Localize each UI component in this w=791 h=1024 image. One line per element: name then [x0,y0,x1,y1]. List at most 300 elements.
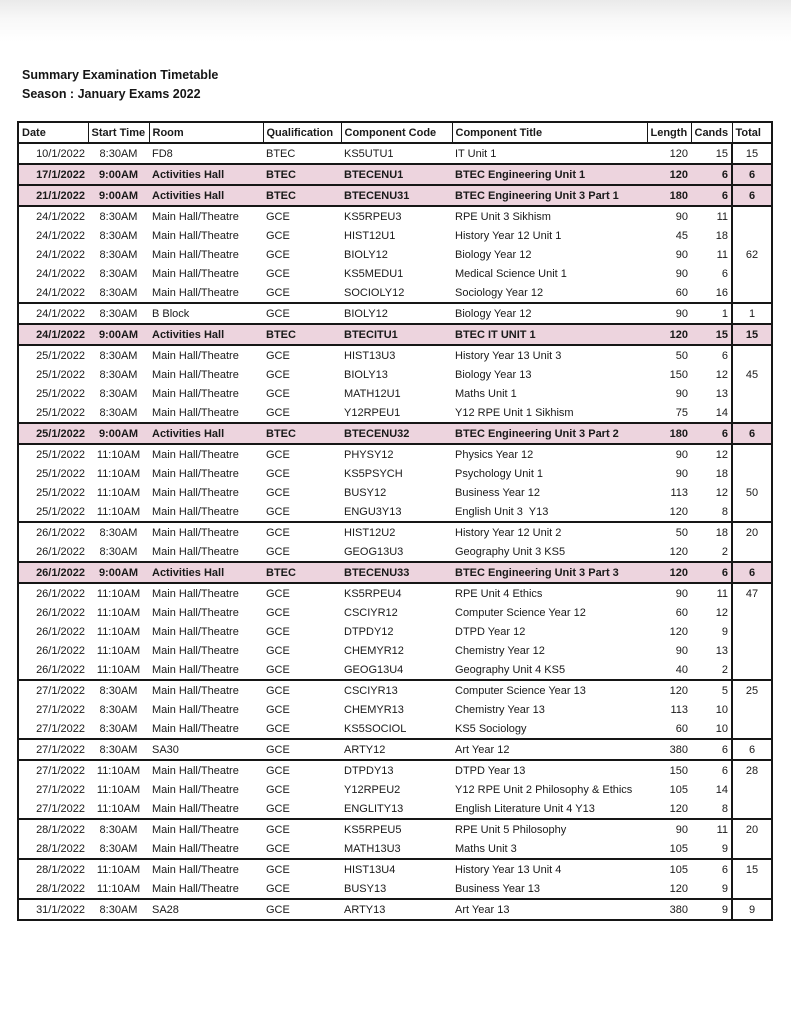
cell-code: HIST12U1 [344,229,396,242]
cell-total [732,264,772,283]
cell-length: 90 [647,819,691,839]
cell-room: Main Hall/Theatre [149,345,263,365]
cell-length: 150 [669,368,688,381]
cell-time: 11:10AM [96,663,141,676]
cell-cands: 6 [691,345,732,365]
cell-time: 8:30AM [88,345,149,365]
cell-time: 8:30AM [99,722,138,735]
cell-title: RPE Unit 4 Ethics [452,583,647,603]
cell-cands: 18 [691,522,732,542]
cell-qual: GCE [266,505,290,518]
cell-date: 27/1/2022 [36,783,85,796]
cell-room: Main Hall/Theatre [152,625,239,638]
cell-length: 50 [647,345,691,365]
cell-date: 24/1/2022 [36,286,85,299]
cell-title: BTEC Engineering Unit 3 Part 1 [452,185,647,206]
cell-time: 11:10AM [96,467,141,480]
table-row [18,206,772,226]
header-cands: Cands [691,122,732,143]
cell-cands: 14 [715,406,728,419]
cell-title: Psychology Unit 1 [455,467,544,480]
cell-qual: GCE [266,486,290,499]
cell-date: 26/1/2022 [36,663,85,676]
cell-length: 120 [669,625,688,638]
cell-length: 120 [647,680,691,700]
cell-length: 90 [675,644,688,657]
table-row [18,542,772,562]
cell-time: 11:10AM [88,444,149,464]
cell-qual: GCE [266,663,290,676]
cell-code: CHEMYR13 [344,703,404,716]
cell-code: BIOLY13 [344,368,388,381]
table-row [18,739,772,760]
cell-cands: 6 [691,423,732,444]
cell-date: 25/1/2022 [36,387,85,400]
cell-title: Business Year 12 [455,486,541,499]
cell-title: History Year 12 Unit 1 [455,229,562,242]
cell-total: 6 [732,423,772,444]
cell-total: 15 [732,324,772,345]
cell-total: 28 [732,760,772,780]
cell-qual: GCE [266,387,290,400]
cell-title: KS5 Sociology [455,722,527,735]
cell-room: Main Hall/Theatre [152,467,239,480]
cell-qual: GCE [263,859,341,879]
cell-cands: 10 [715,722,728,735]
cell-room: Activities Hall [149,324,263,345]
cell-cands: 15 [691,143,732,164]
cell-title: RPE Unit 5 Philosophy [452,819,647,839]
cell-length: 180 [647,185,691,206]
cell-title: RPE Unit 3 Sikhism [452,206,647,226]
cell-total [732,542,772,562]
cell-cands: 8 [721,505,728,518]
cell-date: 25/1/2022 [36,505,85,518]
cell-room: Main Hall/Theatre [149,206,263,226]
cell-total: 50 [732,483,772,502]
cell-qual: GCE [263,680,341,700]
cell-code: KS5PSYCH [344,467,403,480]
cell-cands: 11 [691,819,732,839]
table-row [18,622,772,641]
cell-code: BTECENU32 [341,423,452,444]
cell-total [732,502,772,522]
cell-title: BTEC Engineering Unit 3 Part 2 [452,423,647,444]
cell-total [732,660,772,680]
cell-title: Geography Unit 4 KS5 [455,663,566,676]
table-row [18,464,772,483]
cell-time: 8:30AM [88,143,149,164]
cell-time: 8:30AM [88,522,149,542]
cell-length: 90 [647,583,691,603]
cell-cands: 13 [715,644,728,657]
cell-room: Activities Hall [149,423,263,444]
table-body [18,143,772,920]
cell-qual: GCE [266,368,290,381]
cell-length: 120 [647,164,691,185]
cell-room: SA30 [149,739,263,760]
cell-cands: 5 [691,680,732,700]
header-date: Date [18,122,88,143]
cell-total: 62 [732,245,772,264]
cell-time: 8:30AM [99,545,138,558]
cell-total [732,603,772,622]
cell-cands: 15 [691,324,732,345]
cell-time: 8:30AM [99,267,138,280]
cell-room: Main Hall/Theatre [152,486,239,499]
cell-total: 6 [732,562,772,583]
cell-length: 60 [675,286,688,299]
cell-title: Chemistry Year 13 [455,703,545,716]
cell-title: Biology Year 12 [455,248,532,261]
cell-title: DTPD Year 13 [452,760,647,780]
cell-title: Maths Unit 1 [455,387,517,400]
cell-total [732,719,772,739]
table-row [18,483,772,502]
cell-room: Activities Hall [149,562,263,583]
cell-time: 8:30AM [88,899,149,920]
cell-title: History Year 12 Unit 2 [452,522,647,542]
cell-qual: GCE [266,783,290,796]
cell-code: KS5SOCIOL [344,722,407,735]
cell-date: 26/1/2022 [36,644,85,657]
cell-code: MATH13U3 [344,842,401,855]
cell-time: 11:10AM [96,486,141,499]
cell-length: 380 [647,899,691,920]
cell-room: Main Hall/Theatre [152,802,239,815]
table-row [18,839,772,859]
cell-room: Main Hall/Theatre [152,286,239,299]
cell-qual: GCE [263,899,341,920]
cell-total [732,206,772,226]
cell-code: CHEMYR12 [344,644,404,657]
cell-title: History Year 13 Unit 4 [452,859,647,879]
cell-length: 113 [670,486,688,499]
cell-total: 45 [732,365,772,384]
cell-time: 8:30AM [88,819,149,839]
cell-time: 8:30AM [99,248,138,261]
cell-qual: GCE [266,229,290,242]
cell-code: Y12RPEU1 [344,406,401,419]
cell-total [732,464,772,483]
cell-room: Main Hall/Theatre [152,387,239,400]
cell-total: 1 [732,303,772,324]
cell-room: Main Hall/Theatre [152,842,239,855]
cell-cands: 6 [691,562,732,583]
cell-date: 27/1/2022 [36,802,85,815]
cell-cands: 1 [691,303,732,324]
cell-code: BTECITU1 [341,324,452,345]
cell-qual: GCE [266,406,290,419]
cell-room: Main Hall/Theatre [152,703,239,716]
cell-code: HIST13U3 [341,345,452,365]
cell-title: DTPD Year 12 [455,625,526,638]
cell-cands: 12 [715,486,728,499]
cell-time: 11:10AM [88,859,149,879]
cell-code: KS5UTU1 [341,143,452,164]
cell-date: 25/1/2022 [18,423,88,444]
cell-cands: 12 [715,606,728,619]
cell-qual: GCE [266,606,290,619]
cell-title: Y12 RPE Unit 2 Philosophy & Ethics [455,783,633,796]
cell-title: Sociology Year 12 [455,286,544,299]
cell-room: FD8 [149,143,263,164]
cell-cands: 9 [691,899,732,920]
table-row [18,185,772,206]
cell-title: Art Year 12 [452,739,647,760]
cell-length: 120 [669,802,688,815]
table-row [18,603,772,622]
cell-time: 8:30AM [99,406,138,419]
cell-cands: 9 [721,625,728,638]
cell-time: 9:00AM [88,185,149,206]
cell-qual: GCE [263,739,341,760]
table-row [18,345,772,365]
cell-code: CSCIYR13 [341,680,452,700]
cell-date: 26/1/2022 [18,522,88,542]
cell-time: 8:30AM [99,387,138,400]
cell-code: HIST13U4 [341,859,452,879]
cell-length: 120 [669,882,688,895]
cell-qual: GCE [266,882,290,895]
cell-cands: 6 [691,739,732,760]
cell-qual: GCE [263,444,341,464]
cell-title: Computer Science Year 13 [452,680,647,700]
cell-date: 10/1/2022 [18,143,88,164]
cell-code: MATH12U1 [344,387,401,400]
cell-room: SA28 [149,899,263,920]
cell-total: 47 [732,583,772,603]
cell-title: Computer Science Year 12 [455,606,586,619]
cell-time: 8:30AM [99,229,138,242]
cell-time: 8:30AM [99,703,138,716]
cell-room: Main Hall/Theatre [152,783,239,796]
table-row [18,819,772,839]
cell-qual: GCE [263,760,341,780]
cell-qual: GCE [263,819,341,839]
cell-date: 27/1/2022 [18,739,88,760]
cell-code: BIOLY12 [344,248,388,261]
cell-room: Main Hall/Theatre [152,606,239,619]
cell-code: ARTY12 [341,739,452,760]
cell-length: 120 [647,143,691,164]
cell-total [732,444,772,464]
table-row [18,760,772,780]
cell-cands: 11 [691,206,732,226]
cell-length: 380 [647,739,691,760]
cell-length: 120 [647,562,691,583]
cell-cands: 12 [691,444,732,464]
cell-date: 26/1/2022 [36,606,85,619]
cell-date: 25/1/2022 [36,368,85,381]
cell-room: Main Hall/Theatre [149,444,263,464]
cell-total [732,641,772,660]
cell-date: 24/1/2022 [18,206,88,226]
header-total: Total [732,122,772,143]
cell-time: 11:10AM [96,505,141,518]
cell-title: Physics Year 12 [452,444,647,464]
cell-total: 25 [732,680,772,700]
cell-length: 105 [669,842,688,855]
cell-length: 60 [675,606,688,619]
header-length: Length [647,122,691,143]
cell-room: Main Hall/Theatre [149,522,263,542]
cell-time: 11:10AM [96,606,141,619]
cell-title: Biology Year 12 [452,303,647,324]
cell-title: Maths Unit 3 [455,842,517,855]
table-row [18,423,772,444]
cell-qual: GCE [263,345,341,365]
cell-qual: GCE [266,842,290,855]
cell-date: 26/1/2022 [18,583,88,603]
cell-total [732,700,772,719]
cell-total: 20 [732,819,772,839]
cell-room: B Block [149,303,263,324]
cell-title: IT Unit 1 [452,143,647,164]
cell-title: BTEC Engineering Unit 3 Part 3 [452,562,647,583]
cell-time: 11:10AM [88,760,149,780]
cell-code: KS5RPEU4 [341,583,452,603]
table-row [18,444,772,464]
table-row [18,700,772,719]
cell-date: 27/1/2022 [36,722,85,735]
table-row [18,780,772,799]
cell-room: Main Hall/Theatre [152,248,239,261]
cell-qual: GCE [266,545,290,558]
cell-qual: GCE [263,522,341,542]
cell-length: 120 [647,324,691,345]
cell-room: Main Hall/Theatre [152,368,239,381]
cell-time: 8:30AM [88,206,149,226]
header-qualification: Qualification [263,122,341,143]
cell-time: 8:30AM [88,739,149,760]
cell-date: 28/1/2022 [18,859,88,879]
cell-date: 27/1/2022 [18,680,88,700]
cell-code: BTECENU33 [341,562,452,583]
cell-length: 90 [675,467,688,480]
cell-code: KS5MEDU1 [344,267,404,280]
cell-time: 9:00AM [88,164,149,185]
cell-date: 31/1/2022 [18,899,88,920]
cell-cands: 6 [691,760,732,780]
cell-date: 26/1/2022 [36,545,85,558]
table-row [18,226,772,245]
cell-total: 15 [732,143,772,164]
cell-cands: 11 [716,248,728,261]
cell-cands: 18 [715,229,728,242]
cell-date: 28/1/2022 [36,842,85,855]
cell-time: 11:10AM [96,783,141,796]
header-component-code: Component Code [341,122,452,143]
cell-qual: GCE [266,467,290,480]
table-row [18,502,772,522]
cell-total: 15 [732,859,772,879]
table-row [18,719,772,739]
cell-cands: 6 [721,267,728,280]
cell-room: Main Hall/Theatre [152,545,239,558]
cell-code: ENGLITY13 [344,802,404,815]
cell-time: 9:00AM [88,324,149,345]
cell-date: 28/1/2022 [36,882,85,895]
table-row [18,164,772,185]
document-subtitle: Season : January Exams 2022 [22,87,201,101]
cell-date: 25/1/2022 [18,345,88,365]
cell-code: DTPDY12 [344,625,394,638]
cell-title: Chemistry Year 12 [455,644,545,657]
table-row [18,303,772,324]
cell-cands: 2 [721,545,728,558]
cell-code: BTECENU31 [341,185,452,206]
cell-length: 60 [675,722,688,735]
cell-length: 90 [675,267,688,280]
cell-length: 90 [647,206,691,226]
cell-title: History Year 13 Unit 3 [452,345,647,365]
cell-title: BTEC Engineering Unit 1 [452,164,647,185]
cell-cands: 6 [691,164,732,185]
cell-code: ENGU3Y13 [344,505,402,518]
document-header [22,66,218,104]
table-row [18,283,772,303]
cell-date: 26/1/2022 [18,562,88,583]
cell-total: 6 [732,739,772,760]
cell-room: Main Hall/Theatre [152,644,239,657]
cell-qual: GCE [266,644,290,657]
cell-code: SOCIOLY12 [344,286,405,299]
cell-time: 8:30AM [99,368,138,381]
cell-date: 24/1/2022 [36,248,85,261]
cell-code: DTPDY13 [341,760,452,780]
cell-title: Business Year 13 [455,882,541,895]
cell-total [732,799,772,819]
cell-cands: 10 [715,703,728,716]
cell-cands: 14 [715,783,728,796]
cell-time: 11:10AM [88,583,149,603]
cell-cands: 18 [715,467,728,480]
cell-time: 9:00AM [88,423,149,444]
cell-code: ARTY13 [341,899,452,920]
cell-length: 120 [669,545,688,558]
cell-time: 11:10AM [96,644,141,657]
cell-title: English Unit 3 Y13 [455,505,549,518]
cell-title: Art Year 13 [452,899,647,920]
cell-qual: GCE [263,303,341,324]
cell-qual: BTEC [263,562,341,583]
table-header [18,122,772,143]
cell-length: 150 [647,760,691,780]
cell-date: 25/1/2022 [18,444,88,464]
cell-date: 25/1/2022 [36,486,85,499]
cell-length: 50 [647,522,691,542]
cell-code: CSCIYR12 [344,606,398,619]
cell-qual: BTEC [263,143,341,164]
cell-cands: 6 [691,185,732,206]
cell-code: BIOLY12 [341,303,452,324]
cell-title: BTEC IT UNIT 1 [452,324,647,345]
cell-title: English Literature Unit 4 Y13 [455,802,595,815]
cell-room: Main Hall/Theatre [152,229,239,242]
table-row [18,384,772,403]
cell-time: 8:30AM [88,303,149,324]
cell-room: Main Hall/Theatre [149,859,263,879]
cell-time: 11:10AM [96,625,141,638]
table-row [18,859,772,879]
cell-length: 113 [670,703,688,716]
table-row [18,522,772,542]
cell-total [732,780,772,799]
exam-timetable [17,121,773,921]
cell-room: Main Hall/Theatre [152,882,239,895]
cell-date: 17/1/2022 [18,164,88,185]
